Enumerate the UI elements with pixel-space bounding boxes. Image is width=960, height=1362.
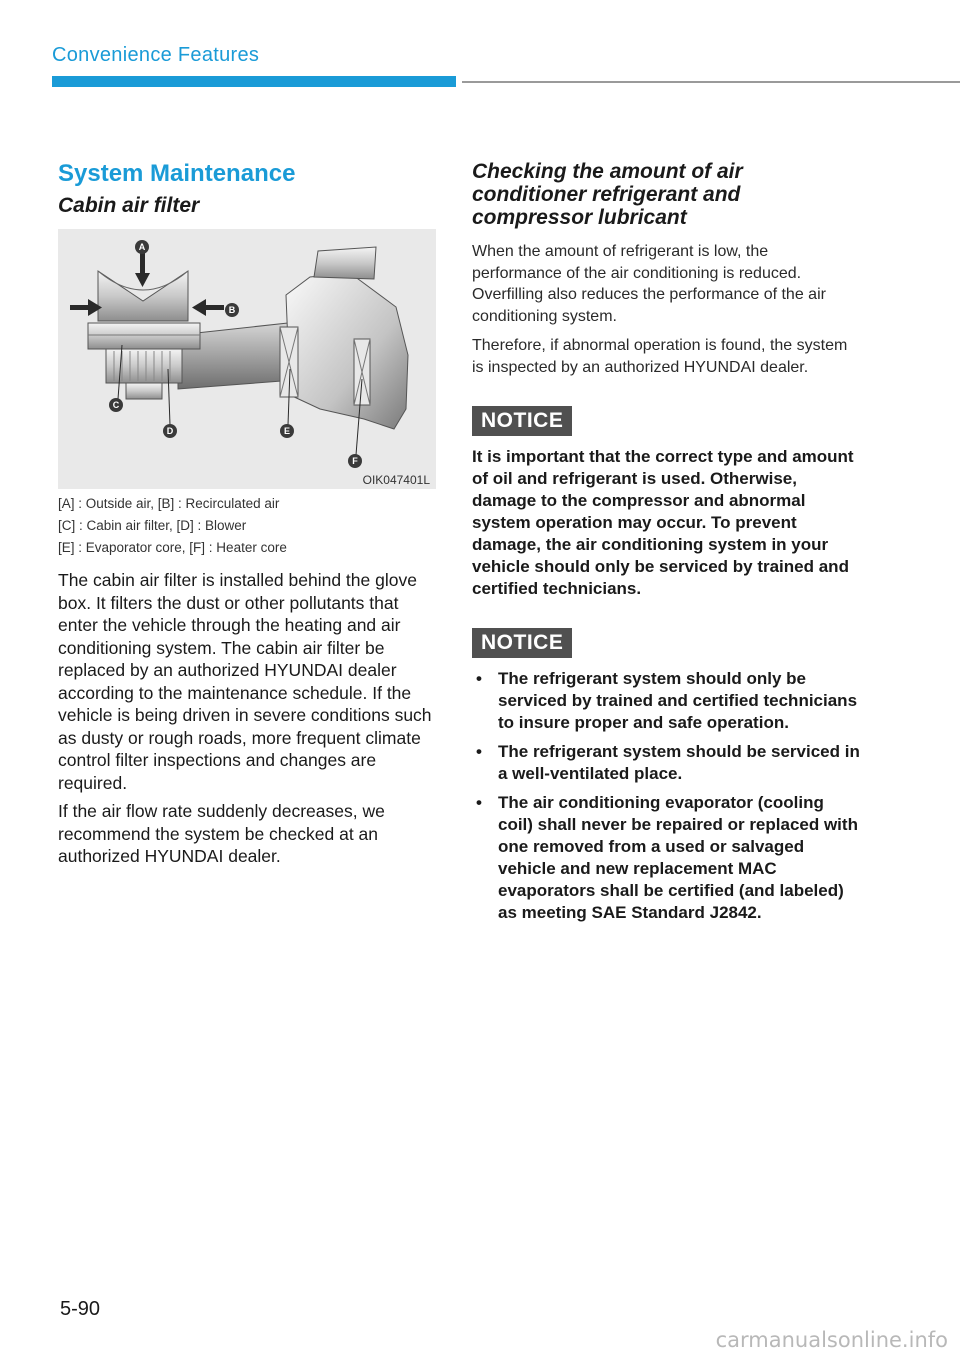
notice-badge-2: NOTICE: [472, 628, 572, 658]
hvac-diagram: [58, 229, 436, 489]
label-f-badge: [348, 454, 362, 468]
header-title: Convenience Features: [52, 44, 260, 66]
refrigerant-paragraph-2: Therefore, if abnormal operation is found, the system is inspected by an authorized HYUNDAI dealer.: [472, 337, 848, 376]
label-f: F: [352, 456, 358, 466]
label-c: C: [112, 400, 120, 410]
refrigerant-check-title: Checking the amount of air conditioner refrigerant and compressor lubricant: [472, 160, 743, 229]
bullet-icon: •: [476, 793, 482, 812]
notice-list: [472, 668, 860, 924]
right-column: [472, 160, 860, 931]
figure-code: OIK047401L: [362, 473, 430, 487]
figure-caption-2: [C] : Cabin air filter, [D] : Blower: [58, 518, 247, 533]
header-bar-divider: [462, 81, 960, 83]
notice-item-text: The refrigerant system should be serviced in a well-ventilated place.: [498, 742, 860, 783]
cabin-filter-paragraph-2: If the air flow rate suddenly decreases, we recommend the system be checked at an authorized HYUNDAI dealer.: [58, 801, 385, 866]
label-c-badge: [109, 398, 123, 412]
left-column: [58, 160, 436, 868]
label-e: E: [283, 426, 291, 436]
notice-item-text: The air conditioning evaporator (cooling coil) shall never be repaired or replaced with one removed from a used or salvaged vehicle and new replacement MAC evaporators shall be certified (and labeled) as meeting SAE Standard J2842.: [498, 793, 858, 922]
hvac-diagram-drawing: [58, 229, 436, 489]
bullet-icon: •: [476, 742, 482, 761]
label-a-badge: [135, 240, 149, 254]
figure-caption-1: [A] : Outside air, [B] : Recirculated air: [58, 496, 280, 511]
watermark: carmanualsonline.info: [715, 1328, 948, 1352]
notice-list-item: [472, 668, 860, 734]
notice-item-text: The refrigerant system should only be serviced by trained and certified technicians to insure proper and safe operation.: [498, 669, 858, 732]
notice-list-item: [472, 792, 860, 924]
label-d-badge: [163, 424, 177, 438]
label-b: B: [228, 305, 236, 315]
notice-text-1: It is important that the correct type and amount of oil and refrigerant is used. Otherwise, damage to the compressor and abnormal system operation may occur. To prevent damage, the air conditioning system in your vehicle should only be serviced by trained and certified technicians.: [472, 447, 854, 598]
refrigerant-paragraph-1: When the amount of refrigerant is low, the performance of the air conditioning is reduced. Overfilling also reduces the performance of the air conditioning system.: [472, 243, 826, 325]
label-a: A: [138, 242, 146, 252]
label-e-badge: [280, 424, 294, 438]
label-d: D: [166, 426, 174, 436]
header-bar-accent: [52, 76, 456, 87]
notice-list-item: [472, 741, 860, 785]
notice-badge-1: NOTICE: [472, 406, 572, 436]
section-title: System Maintenance: [58, 160, 296, 187]
figure-caption-3: [E] : Evaporator core, [F] : Heater core: [58, 540, 287, 555]
bullet-icon: •: [476, 669, 482, 688]
label-b-badge: [225, 303, 239, 317]
cabin-filter-paragraph-1: The cabin air filter is installed behind the glove box. It filters the dust or other pollutants that enter the vehicle through the heating and air conditioning system. The cabin air filter be replaced by an authorized HYUNDAI dealer according to the maintenance schedule. If the vehicle is being driven in severe conditions such as dusty or rough roads, more frequent climate control filter inspections and changes are required.: [58, 570, 432, 793]
cabin-filter-title: Cabin air filter: [58, 194, 200, 217]
page-number: 5-90: [60, 1298, 101, 1320]
